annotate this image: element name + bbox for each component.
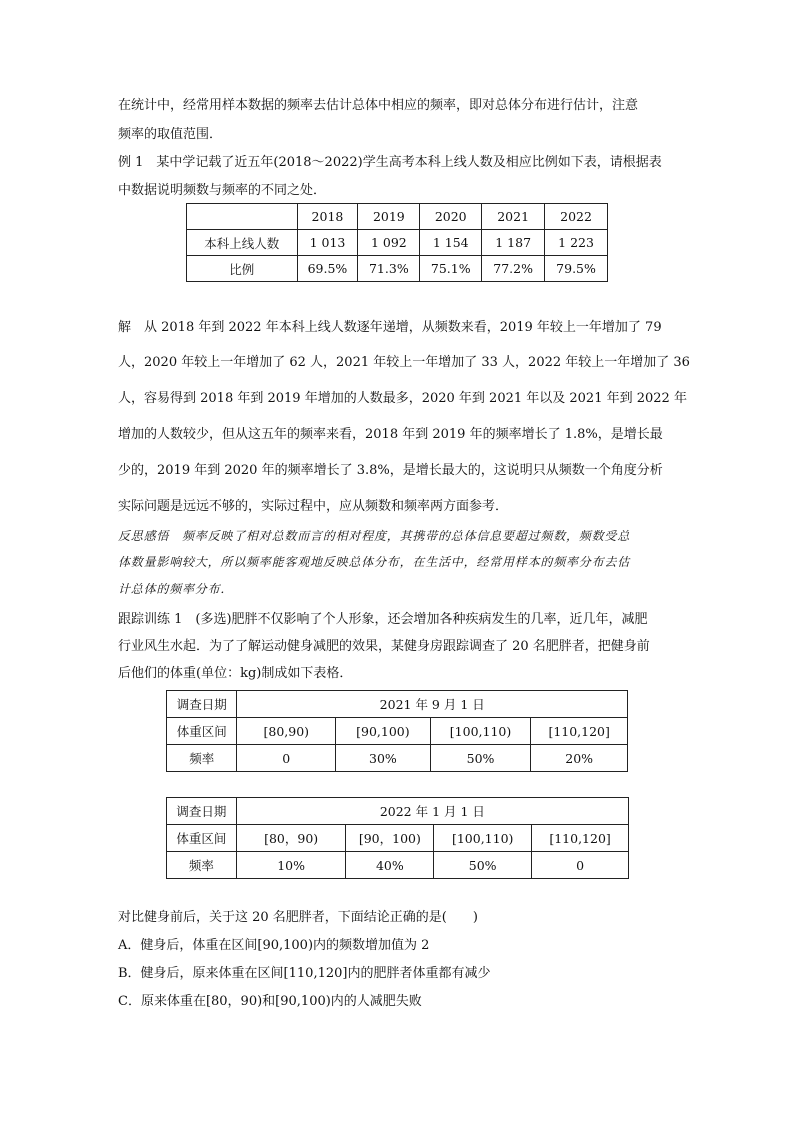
table-cell: [80，90) xyxy=(236,825,346,852)
table-cell: 2022 xyxy=(545,204,608,230)
intro-line-2: 频率的取值范围． xyxy=(118,127,223,142)
table-cell: 71.3% xyxy=(358,256,420,282)
table-cell: [100,110) xyxy=(434,825,532,852)
table-cell: 2019 xyxy=(358,204,420,230)
table-cell: 调查日期 xyxy=(167,798,237,825)
table-cell: 频率 xyxy=(167,745,237,772)
intro-line-1: 在统计中，经常用样本数据的频率去估计总体中相应的频率，即对总体分布进行估计，注意 xyxy=(118,98,639,113)
option-b: B．健身后，原来体重在区间[110,120]内的肥胖者体重都有减少 xyxy=(118,966,491,981)
example1-line-1: 例 1 某中学记载了近五年(2018～2022)学生高考本科上线人数及相应比例如下表，请根据表 xyxy=(118,155,662,170)
table-row xyxy=(167,718,628,745)
table-cell: [90，100) xyxy=(346,825,434,852)
table-cell: 69.5% xyxy=(297,256,358,282)
solution-line-2: 人，2020 年较上一年增加了 62 人，2021 年较上一年增加了 33 人，2022 年较上一年增加了 36 xyxy=(118,355,690,370)
reflection-line-3: 计总体的频率分布． xyxy=(118,582,234,596)
table-cell: 体重区间 xyxy=(167,718,237,745)
table-row xyxy=(187,230,608,256)
table-cell: [110,120] xyxy=(531,718,628,745)
solution-line-6: 实际问题是远远不够的，实际过程中，应从频数和频率两方面参考． xyxy=(118,499,509,514)
table-cell: [110,120] xyxy=(532,825,629,852)
table-cell: [80,90) xyxy=(237,718,336,745)
table-row xyxy=(167,745,628,772)
table-cell: 20% xyxy=(531,745,628,772)
table-cell: 调查日期 xyxy=(167,691,237,718)
table-cell: 0 xyxy=(237,745,336,772)
exercise1-line-1: 跟踪训练 1 (多选)肥胖不仅影响了个人形象，还会增加各种疾病发生的几率，近几年，减肥 xyxy=(118,612,648,627)
table-cell: 30% xyxy=(336,745,431,772)
table-header-row xyxy=(187,204,608,230)
table-cell: 50% xyxy=(430,745,531,772)
table-cell: 75.1% xyxy=(420,256,482,282)
table-cell: 2018 xyxy=(297,204,358,230)
table-cell: 2022 年 1 月 1 日 xyxy=(236,798,628,825)
table-cell: 2020 xyxy=(420,204,482,230)
table-cell: 2021 xyxy=(482,204,545,230)
solution-line-4: 增加的人数较少，但从这五年的频率来看，2018 年到 2019 年的频率增长了 1.8%，是增长最 xyxy=(118,427,663,442)
table-cell: 79.5% xyxy=(545,256,608,282)
solution-line-5: 少的，2019 年到 2020 年的频率增长了 3.8%，是增长最大的，这说明只从频数一个角度分析 xyxy=(118,463,663,478)
reflection-line-2: 体数量影响较大，所以频率能客观地反映总体分布，在生活中，经常用样本的频率分布去估 xyxy=(118,555,631,569)
table-cell: [100,110) xyxy=(430,718,531,745)
example1-line-2: 中数据说明频数与频率的不同之处． xyxy=(118,183,327,198)
exercise1-line-2: 行业风生水起．为了了解运动健身减肥的效果，某健身房跟踪调查了 20 名肥胖者，把健身前 xyxy=(118,639,650,654)
example1-table xyxy=(186,203,608,282)
table-row xyxy=(167,852,629,879)
table-cell: 0 xyxy=(532,852,629,879)
table-cell: 77.2% xyxy=(482,256,545,282)
option-c: C．原来体重在[80，90)和[90,100)内的人减肥失败 xyxy=(118,994,422,1009)
solution-line-1: 解 从 2018 年到 2022 年本科上线人数逐年递增，从频数来看，2019 年较上一年增加了 79 xyxy=(118,320,662,335)
table-row xyxy=(167,825,629,852)
table-cell: 频率 xyxy=(167,852,237,879)
table-cell: 1 013 xyxy=(297,230,358,256)
table-cell: 1 154 xyxy=(420,230,482,256)
weight-table-before xyxy=(166,690,628,772)
table-row xyxy=(167,798,629,825)
table-cell: 比例 xyxy=(187,256,298,282)
table-cell: 1 092 xyxy=(358,230,420,256)
weight-table-after xyxy=(166,797,629,879)
table-cell: 1 223 xyxy=(545,230,608,256)
table-cell: [90,100) xyxy=(336,718,431,745)
table-cell: 本科上线人数 xyxy=(187,230,298,256)
table-cell: 50% xyxy=(434,852,532,879)
table-row xyxy=(167,691,628,718)
table-cell: 体重区间 xyxy=(167,825,237,852)
reflection-line-1: 反思感悟 频率反映了相对总数而言的相对程度，其携带的总体信息要超过频数，频数受总 xyxy=(118,529,631,543)
table-cell: 1 187 xyxy=(482,230,545,256)
table-cell: 10% xyxy=(236,852,346,879)
solution-line-3: 人，容易得到 2018 年到 2019 年增加的人数最多，2020 年到 2021 年以及 2021 年到 2022 年 xyxy=(118,391,687,406)
table-row xyxy=(187,256,608,282)
option-a: A．健身后，体重在区间[90,100)内的频数增加值为 2 xyxy=(118,938,430,953)
question-text: 对比健身前后，关于这 20 名肥胖者，下面结论正确的是( ) xyxy=(118,910,478,925)
table-cell: 2021 年 9 月 1 日 xyxy=(237,691,628,718)
table-cell xyxy=(187,204,298,230)
exercise1-line-3: 后他们的体重(单位：kg)制成如下表格． xyxy=(118,666,353,681)
table-cell: 40% xyxy=(346,852,434,879)
